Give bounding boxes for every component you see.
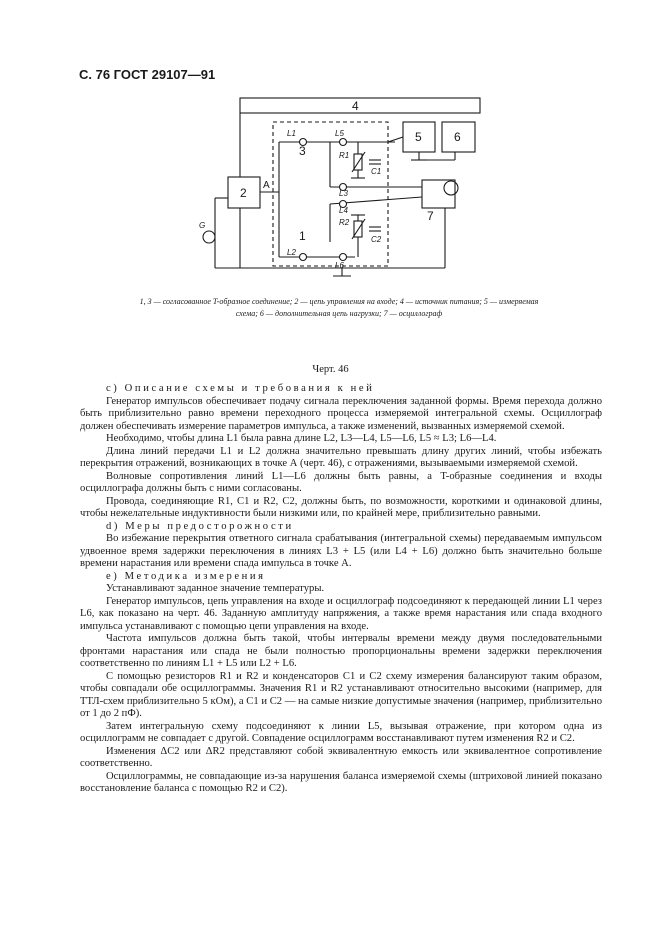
label-r1: R1 — [339, 151, 350, 160]
figure-label: Черт. 46 — [312, 364, 349, 375]
figure-caption — [84, 296, 594, 320]
paragraph: Изменения ΔC2 или ΔR2 представляют собой эквивалентную емкость или эквивалентное сопротивление соответственно. — [80, 745, 602, 769]
label-node-3: 3 — [299, 144, 306, 158]
label-node-1: 1 — [299, 229, 306, 243]
label-block-2: 2 — [240, 186, 247, 200]
paragraph: Осциллограммы, не совпадающие из-за нарушения баланса измеряемой схемы (штриховой линией показано восстановление баланса с помощью R2 и C2). — [80, 770, 602, 794]
label-l3: L3 — [339, 189, 348, 198]
section-e-title: e) Методика измерения — [106, 570, 266, 582]
label-l6: L6 — [335, 261, 344, 270]
paragraph: С помощью резисторов R1 и R2 и конденсаторов C1 и C2 схему измерения балансируют таким образом, чтобы совпадали обе осциллограммы. Значения R1 и R2 устанавливают относительно высокими (например, для ТТЛ-схем приблизительно 5 кОм), а C1 и C2 — на самые низкие допустимые значения (например, приблизительно от 1 до 2 пФ). — [80, 670, 602, 719]
label-block-7: 7 — [427, 209, 434, 223]
block-7 — [422, 180, 455, 208]
paragraph: Затем интегральную схему подсоединяют к линии L5, вызывая отражение, при котором одна из осциллограмм не совпадает с другой. Совпадение осциллограмм восстанавливают путем изменения R2 и C2. — [80, 720, 602, 744]
circuit-diagram — [195, 92, 495, 292]
paragraph: Провода, соединяющие R1, C1 и R2, C2, должны быть, по возможности, короткими и одинаковой длины, чтобы нежелательные индуктивности были низкими или, по крайней мере, приблизительно равными. — [80, 495, 602, 519]
section-c-title: c) Описание схемы и требования к ней — [106, 383, 375, 394]
label-l2: L2 — [287, 248, 296, 257]
label-block-6: 6 — [454, 130, 461, 144]
paragraph: Устанавливают заданное значение температуры. — [106, 583, 325, 594]
paragraph: Необходимо, чтобы длина L1 была равна длине L2, L3—L4, L5—L6, L5 ≈ L3; L6—L4. — [106, 433, 497, 444]
label-l1: L1 — [287, 129, 296, 138]
label-block-4: 4 — [352, 99, 359, 113]
page-header: С. 76 ГОСТ 29107—91 — [79, 67, 216, 82]
label-c1: C1 — [371, 167, 382, 176]
label-gen: G — [199, 221, 206, 230]
caption-line-2: схема; 6 — дополнительная цепь нагрузки; 7 — осциллограф — [235, 309, 443, 318]
caption-line-1: 1, 3 — согласованное T-образное соединение; 2 — цепь управления на входе; 4 — источник питания; 5 — измеряемая — [139, 297, 539, 306]
paragraph: Волновые сопротивления линий L1—L6 должны быть равны, а T-образные соединения и входы осциллографа должны быть с ними согласованы. — [80, 470, 602, 494]
label-point-a: A — [263, 180, 270, 191]
paragraph: Генератор импульсов обеспечивает подачу сигнала переключения заданной формы. Время перехода должно быть приблизительно равно времени переходного процесса измеряемой интегральной схемы. Осциллограф должен обеспечивать измерение параметров импульса, а также изменений, вызванных измеряемой схемой. — [80, 395, 602, 432]
label-block-5: 5 — [415, 130, 422, 144]
paragraph: Во избежание перекрытия ответного сигнала срабатывания (интегральной схемы) передаваемым импульсом удвоенное время задержки переключения в линиях L3 + L5 (или L4 + L6) должно быть значительно больше времени нарастания или времени спада импульса в точке А. — [80, 533, 602, 569]
label-r2: R2 — [339, 218, 350, 227]
label-l4: L4 — [339, 206, 348, 215]
document-body — [80, 373, 602, 796]
paragraph: Длина линий передачи L1 и L2 должна значительно превышать длину других линий, чтобы избежать перекрытия отражений, возникающих в точке А (черт. 46), с отражениями, вызываемыми измеряемой схемой. — [80, 445, 602, 469]
paragraph: Генератор импульсов, цепь управления на входе и осциллограф подсоединяют к передающей линии L1 через L6, как показано на черт. 46. Заданную амплитуду напряжения, а также время нарастания или спада входного импульса устанавливают с помощью цепи управления на входе. — [80, 595, 602, 632]
label-c2: C2 — [371, 235, 382, 244]
label-l5: L5 — [335, 129, 344, 138]
paragraph: Частота импульсов должна быть такой, чтобы интервалы времени между двумя последовательными фронтами нарастания или спада не были полностью пропорциональны времени задержки переключения соответственно по линиям L1 + L5 или L2 + L6. — [80, 633, 602, 669]
block-4 — [240, 98, 480, 113]
section-d-title: d) Меры предосторожности — [106, 520, 294, 532]
